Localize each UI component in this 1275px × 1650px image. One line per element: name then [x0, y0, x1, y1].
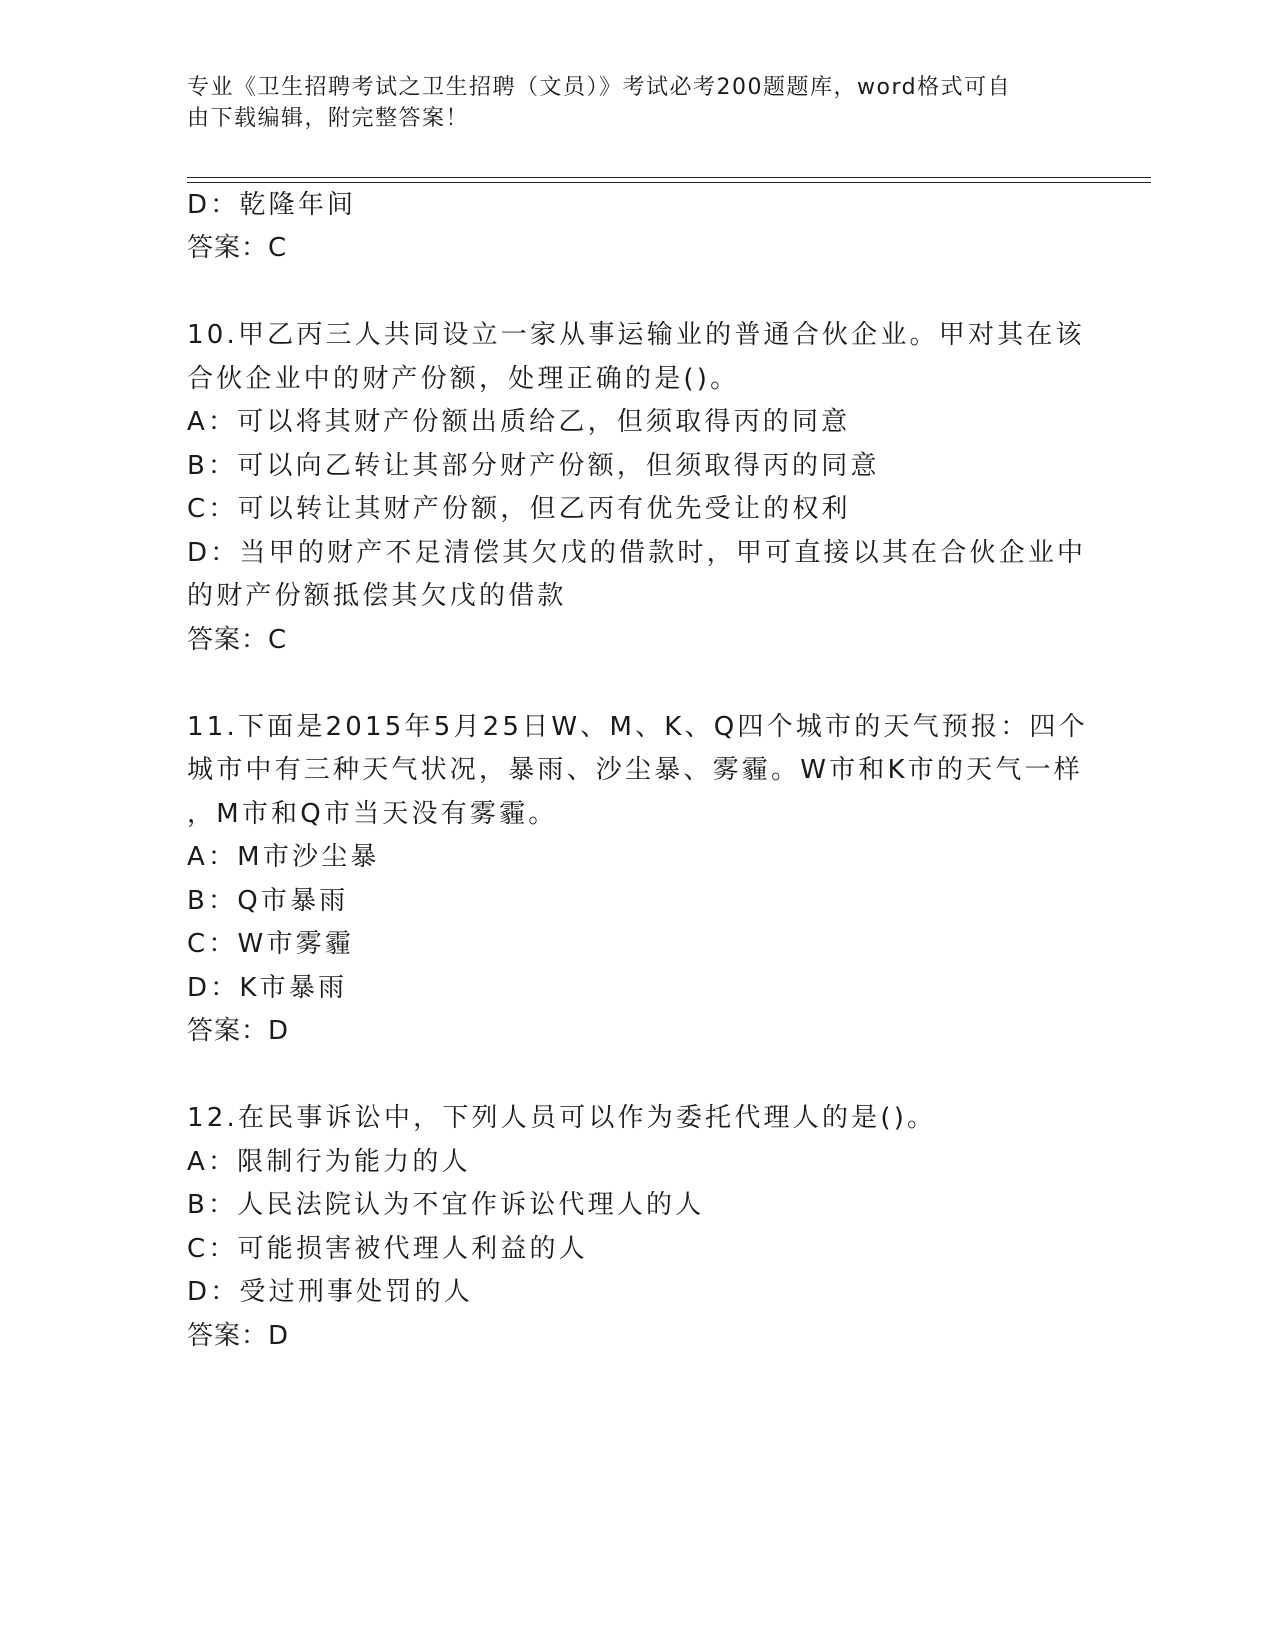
header-divider-bottom: [187, 182, 1151, 183]
q11-option-b: B：Q市暴雨: [187, 886, 349, 916]
q11-option-d: D：K市暴雨: [187, 973, 348, 1003]
q10-stem-line-1: 10.甲乙丙三人共同设立一家从事运输业的普通合伙企业。甲对其在该: [187, 320, 1085, 350]
q10-option-b: B：可以向乙转让其部分财产份额，但须取得丙的同意: [187, 451, 880, 481]
header-divider-top: [187, 177, 1151, 178]
document-header: [187, 72, 1087, 134]
q11-option-a: A：M市沙尘暴: [187, 842, 380, 872]
prev-option-d: D：乾隆年间: [187, 190, 357, 220]
q12-option-a: A：限制行为能力的人: [187, 1147, 471, 1177]
prev-answer: 答案：C: [187, 233, 288, 263]
header-line-1: 专业《卫生招聘考试之卫生招聘（文员）》考试必考200题题库，word格式可自: [187, 75, 1012, 100]
q11-stem-line-2: 城市中有三种天气状况，暴雨、沙尘暴、雾霾。W市和K市的天气一样: [187, 755, 1083, 785]
q10-option-c: C：可以转让其财产份额，但乙丙有优先受让的权利: [187, 494, 851, 524]
q12-answer: 答案：D: [187, 1321, 290, 1351]
q10-option-d-line-2: 的财产份额抵偿其欠戊的借款: [187, 581, 567, 611]
q10-stem-line-2: 合伙企业中的财产份额，处理正确的是()。: [187, 364, 740, 394]
q11-stem-line-1: 11.下面是2015年5月25日W、M、K、Q四个城市的天气预报：四个: [187, 712, 1088, 742]
q10-option-d-line-1: D：当甲的财产不足清偿其欠戊的借款时，甲可直接以其在合伙企业中: [187, 538, 1087, 568]
q12-option-d: D：受过刑事处罚的人: [187, 1277, 474, 1307]
q12-option-c: C：可能损害被代理人利益的人: [187, 1234, 588, 1264]
header-line-2: 由下载编辑，附完整答案！: [187, 106, 470, 131]
q11-answer: 答案：D: [187, 1016, 290, 1046]
q10-option-a: A：可以将其财产份额出质给乙，但须取得丙的同意: [187, 407, 851, 437]
q12-stem-line-1: 12.在民事诉讼中，下列人员可以作为委托代理人的是()。: [187, 1103, 937, 1133]
q11-option-c: C：W市雾霾: [187, 929, 355, 959]
q11-stem-line-3: ，M市和Q市当天没有雾霾。: [187, 799, 558, 829]
q10-answer: 答案：C: [187, 625, 288, 655]
q12-option-b: B：人民法院认为不宜作诉讼代理人的人: [187, 1190, 705, 1220]
